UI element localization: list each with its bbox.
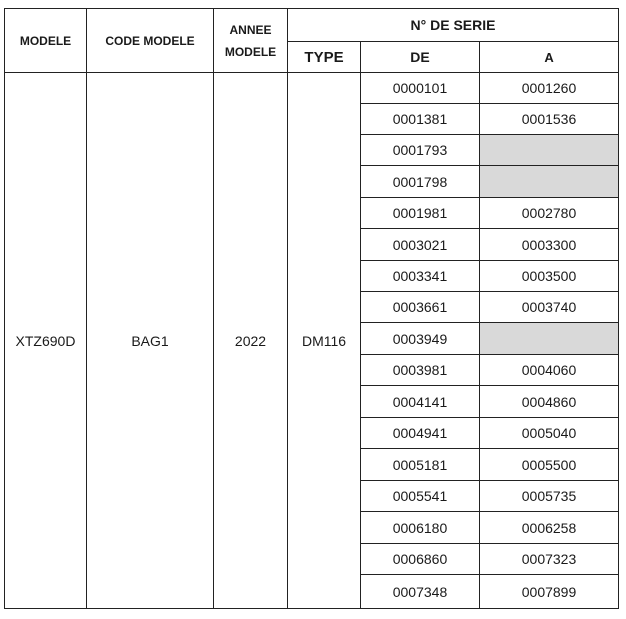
- serial-from-cell: 0006180: [361, 512, 480, 544]
- serial-to-cell: 0005040: [480, 418, 619, 449]
- header-type: TYPE: [288, 42, 361, 73]
- header-annee-modele: [214, 9, 288, 73]
- serial-to-cell: 0007323: [480, 544, 619, 575]
- serial-to-empty-cell: [480, 135, 619, 166]
- serial-from-cell: 0006860: [361, 544, 480, 575]
- serial-to-cell: 0004060: [480, 355, 619, 386]
- serial-to-cell: 0002780: [480, 198, 619, 229]
- serial-from-cell: 0003341: [361, 261, 480, 292]
- code-modele-cell: BAG1: [87, 73, 214, 609]
- serial-from-cell: 0004941: [361, 418, 480, 449]
- header-de: DE: [361, 42, 480, 73]
- serial-to-empty-cell: [480, 166, 619, 198]
- serial-from-cell: 0001381: [361, 104, 480, 135]
- serial-from-cell: 0005541: [361, 481, 480, 512]
- serial-from-cell: 0004141: [361, 386, 480, 418]
- serial-from-cell: 0003949: [361, 323, 480, 355]
- serial-from-cell: 0003021: [361, 229, 480, 261]
- type-cell: DM116: [288, 73, 361, 609]
- serial-from-cell: 0005181: [361, 449, 480, 481]
- serial-to-cell: 0006258: [480, 512, 619, 544]
- serial-from-cell: 0000101: [361, 73, 480, 104]
- serial-number-table: [4, 8, 619, 609]
- header-code-modele: CODE MODELE: [87, 9, 214, 73]
- header-a: A: [480, 42, 619, 73]
- serial-to-cell: 0005500: [480, 449, 619, 481]
- serial-to-cell: 0003500: [480, 261, 619, 292]
- serial-to-empty-cell: [480, 323, 619, 355]
- serial-from-cell: 0007348: [361, 575, 480, 609]
- serial-to-cell: 0001260: [480, 73, 619, 104]
- table-body: [5, 73, 619, 609]
- serial-from-cell: 0001798: [361, 166, 480, 198]
- serial-to-cell: 0001536: [480, 104, 619, 135]
- serial-from-cell: 0003981: [361, 355, 480, 386]
- serial-from-cell: 0001793: [361, 135, 480, 166]
- serial-to-cell: 0005735: [480, 481, 619, 512]
- serial-to-cell: 0003740: [480, 292, 619, 323]
- serial-to-cell: 0007899: [480, 575, 619, 609]
- header-annee-line1: ANNEE: [229, 22, 272, 37]
- table-row: [5, 73, 619, 104]
- annee-cell: 2022: [214, 73, 288, 609]
- header-annee-line2: MODELE: [224, 44, 277, 59]
- serial-to-cell: 0003300: [480, 229, 619, 261]
- serial-from-cell: 0003661: [361, 292, 480, 323]
- modele-cell: XTZ690D: [5, 73, 87, 609]
- header-serie: N° DE SERIE: [288, 9, 619, 42]
- serial-to-cell: 0004860: [480, 386, 619, 418]
- serial-from-cell: 0001981: [361, 198, 480, 229]
- header-modele: MODELE: [5, 9, 87, 73]
